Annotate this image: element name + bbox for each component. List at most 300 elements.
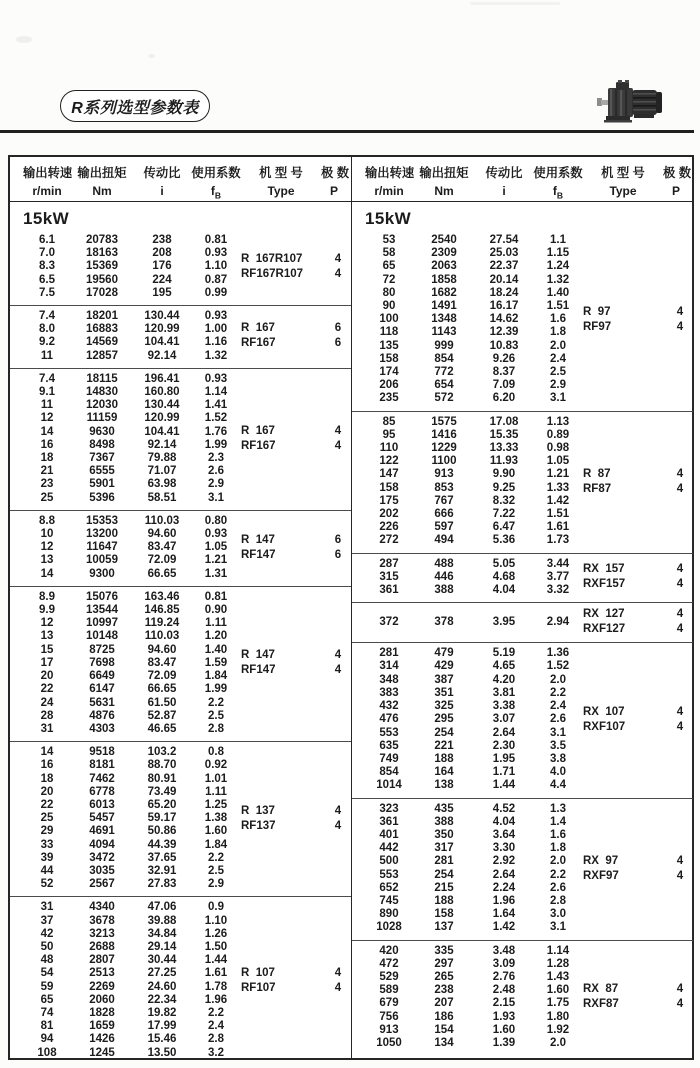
cell-ratio: 61.50 (147, 696, 177, 709)
table-row (10, 287, 241, 300)
cell-speed: 53 (382, 234, 396, 246)
poles-value: 4 (334, 439, 342, 452)
cell-speed: 14 (40, 425, 54, 438)
poles-value: 4 (676, 720, 684, 733)
header-unit: Nm (92, 184, 112, 198)
table-row (352, 829, 583, 842)
cell-torque: 3213 (89, 927, 115, 940)
cell-speed: 81 (40, 1020, 54, 1033)
cell-ratio: 5.36 (492, 534, 516, 547)
cell-service-factor: 2.0 (550, 1036, 566, 1049)
table-row (352, 366, 583, 379)
cell-torque: 221 (434, 739, 454, 752)
cell-ratio: 9.25 (492, 481, 516, 494)
type-name: R 147 (241, 649, 275, 662)
table-row (10, 1007, 241, 1020)
cell-speed: 174 (379, 366, 399, 379)
cell-torque: 6778 (89, 785, 115, 798)
type-name: R 107 (241, 966, 275, 979)
cell-speed: 13 (40, 554, 54, 567)
poles-cell (325, 321, 351, 351)
cell-torque: 188 (434, 894, 454, 907)
table-row (10, 412, 241, 425)
cell-speed: 158 (379, 352, 399, 365)
cell-torque: 281 (434, 855, 454, 868)
table-row (10, 515, 241, 528)
table-row (10, 644, 241, 657)
cell-speed: 1050 (376, 1036, 402, 1049)
table-row (10, 260, 241, 273)
poles-cell (667, 305, 693, 335)
cell-speed: 17 (40, 656, 54, 669)
cell-service-factor: 0.9 (208, 901, 224, 914)
cell-ratio: 27.83 (147, 878, 177, 891)
type-cell (241, 804, 325, 834)
cell-torque: 16883 (86, 323, 118, 336)
cell-service-factor: 1.11 (205, 785, 227, 798)
table-row (10, 399, 241, 412)
cell-speed: 314 (379, 660, 399, 673)
poles-cell (325, 648, 351, 678)
cell-ratio: 71.07 (147, 465, 177, 478)
cell-torque: 5396 (89, 491, 115, 504)
type-name: R 167 (241, 322, 275, 335)
cell-speed: 679 (379, 997, 399, 1010)
cell-service-factor: 2.0 (550, 339, 566, 352)
cell-service-factor: 1.96 (204, 993, 228, 1006)
cell-speed: 589 (379, 984, 399, 997)
cell-service-factor: 1.75 (546, 997, 570, 1010)
cell-torque: 1245 (89, 1046, 115, 1058)
cell-torque: 10059 (86, 554, 118, 567)
table-row (352, 274, 583, 287)
cell-ratio: 1.95 (492, 752, 516, 765)
header-unit: i (160, 184, 164, 198)
table-half-right (351, 157, 693, 1058)
table-row (10, 852, 241, 865)
cell-ratio: 130.44 (144, 399, 180, 412)
cell-service-factor: 2.5 (208, 709, 224, 722)
table-row (10, 928, 241, 941)
cell-ratio: 83.47 (147, 541, 177, 554)
data-rows (10, 591, 241, 736)
type-name: R 167R107 (241, 253, 303, 265)
table-row (352, 534, 583, 547)
cell-ratio: 58.51 (147, 491, 177, 504)
table-row (352, 908, 583, 921)
cell-torque: 158 (434, 908, 454, 921)
type-name: RF147 (241, 548, 276, 561)
cell-torque: 12030 (86, 399, 118, 412)
cell-service-factor: 1.14 (546, 944, 570, 957)
header-unit: $f_B$ (552, 184, 564, 201)
cell-service-factor: 2.4 (208, 1020, 224, 1033)
cell-ratio: 2.48 (492, 984, 516, 997)
cell-service-factor: 1.44 (204, 954, 228, 967)
cell-torque: 2540 (431, 234, 457, 246)
header-label: 机 型 号 (601, 166, 645, 180)
cell-speed: 15 (40, 643, 54, 656)
cell-speed: 74 (40, 1006, 54, 1019)
cell-speed: 23 (40, 478, 54, 491)
cell-torque: 1229 (431, 442, 457, 455)
poles-value: 4 (676, 705, 684, 718)
table-row (352, 766, 583, 779)
cell-ratio: 72.09 (147, 554, 177, 567)
poles-value: 4 (676, 578, 684, 591)
cell-ratio: 29.14 (147, 940, 177, 953)
table-row (10, 915, 241, 928)
table-row (352, 379, 583, 392)
cell-speed: 226 (379, 521, 399, 534)
cell-torque: 1426 (89, 1033, 115, 1046)
cell-torque: 18163 (86, 247, 118, 260)
cell-torque: 435 (434, 802, 454, 815)
data-rows (352, 416, 583, 548)
data-rows (10, 901, 241, 1058)
poles-value: 6 (334, 322, 342, 335)
cell-torque: 1659 (89, 1020, 115, 1033)
cell-ratio: 163.46 (144, 590, 180, 603)
cell-service-factor: 1.51 (546, 300, 570, 313)
cell-service-factor: 3.1 (208, 491, 224, 504)
cell-service-factor: 2.2 (550, 868, 566, 881)
cell-speed: 7.4 (39, 372, 55, 385)
cell-torque: 335 (434, 944, 454, 957)
cell-torque: 215 (434, 881, 454, 894)
poles-cell (667, 607, 693, 637)
table-row (352, 429, 583, 442)
cell-ratio: 4.20 (492, 673, 516, 686)
cell-torque: 295 (434, 713, 454, 726)
type-cell (583, 305, 667, 335)
cell-ratio: 2.15 (492, 997, 516, 1010)
rating-block (352, 798, 693, 940)
type-name: RX 107 (583, 705, 625, 718)
poles-value: 6 (334, 548, 342, 561)
cell-service-factor: 1.99 (204, 438, 228, 451)
cell-service-factor: 1.50 (204, 940, 228, 953)
table-row (352, 260, 583, 273)
cell-ratio: 10.83 (489, 339, 519, 352)
table-row (10, 994, 241, 1007)
cell-ratio: 72.09 (147, 670, 177, 683)
cell-speed: 12 (40, 617, 54, 630)
cell-speed: 52 (40, 878, 54, 891)
cell-service-factor: 1.92 (546, 1023, 570, 1036)
cell-torque: 317 (434, 842, 454, 855)
cell-ratio: 65.20 (147, 798, 177, 811)
cell-service-factor: 2.2 (550, 686, 566, 699)
table-row (352, 984, 583, 997)
cell-torque: 1575 (431, 415, 457, 428)
cell-service-factor: 3.77 (546, 570, 570, 583)
cell-ratio: 1.93 (492, 1010, 516, 1023)
cell-ratio: 3.95 (492, 615, 516, 628)
table-row (10, 310, 241, 323)
cell-ratio: 44.39 (147, 838, 177, 851)
cell-speed: 100 (379, 313, 399, 326)
header-label: 使用系数 (533, 166, 583, 180)
header-unit: i (502, 184, 506, 198)
cell-ratio: 3.48 (492, 944, 516, 957)
cell-torque: 854 (434, 352, 454, 365)
cell-torque: 2309 (431, 247, 457, 260)
cell-speed: 44 (40, 864, 54, 877)
cell-torque: 6649 (89, 670, 115, 683)
rating-block (352, 553, 693, 603)
table-row (352, 1024, 583, 1037)
cell-torque: 2807 (89, 954, 115, 967)
table-row (10, 941, 241, 954)
cell-speed: 14 (40, 746, 54, 759)
data-rows (352, 803, 583, 935)
cell-service-factor: 0.80 (204, 514, 228, 527)
cell-torque: 429 (434, 660, 454, 673)
poles-value: 4 (676, 869, 684, 882)
cell-ratio: 120.99 (144, 323, 180, 336)
table-row (10, 878, 241, 891)
cell-torque: 4303 (89, 722, 115, 735)
cell-speed: 361 (379, 584, 399, 597)
type-name: R 167 (241, 424, 275, 437)
cell-service-factor: 1.28 (546, 957, 570, 970)
cell-torque: 20783 (86, 234, 118, 246)
cell-ratio: 4.04 (492, 815, 516, 828)
table-row (10, 234, 241, 247)
data-rows (10, 515, 241, 581)
cell-service-factor: 1.10 (204, 914, 228, 927)
cell-speed: 37 (40, 914, 54, 927)
cell-ratio: 12.39 (489, 326, 519, 339)
cell-speed: 31 (40, 901, 54, 914)
header-label: 传动比 (143, 166, 181, 180)
table-row (352, 971, 583, 984)
cell-torque: 15076 (86, 590, 118, 603)
cell-service-factor: 3.1 (550, 726, 566, 739)
header-unit: r/min (32, 184, 62, 198)
table-row (10, 812, 241, 825)
cell-service-factor: 1.10 (204, 260, 228, 273)
cell-service-factor: 2.2 (208, 851, 224, 864)
cell-service-factor: 3.44 (546, 557, 570, 570)
type-name: R 97 (583, 305, 611, 318)
table-row (352, 455, 583, 468)
table-row (352, 1037, 583, 1050)
cell-torque: 2063 (431, 260, 457, 273)
poles-value: 4 (334, 819, 342, 832)
cell-service-factor: 1.51 (546, 508, 570, 521)
table-row (352, 753, 583, 766)
cell-ratio: 39.88 (147, 914, 177, 927)
table-row (352, 287, 583, 300)
cell-ratio: 63.98 (147, 478, 177, 491)
cell-service-factor: 2.5 (550, 366, 566, 379)
cell-speed: 22 (40, 798, 54, 811)
poles-value: 4 (334, 664, 342, 677)
cell-service-factor: 0.81 (204, 234, 228, 246)
cell-speed: 7.0 (39, 247, 55, 260)
data-rows (352, 647, 583, 792)
cell-ratio: 83.47 (147, 656, 177, 669)
poles-value: 4 (676, 467, 684, 480)
poles-cell (325, 252, 351, 282)
table-row (352, 482, 583, 495)
poles-value: 4 (676, 320, 684, 333)
table-row (10, 426, 241, 439)
header-labels-row (352, 163, 693, 181)
cell-ratio: 7.09 (492, 379, 516, 392)
table-row (10, 773, 241, 786)
rating-block (352, 940, 693, 1056)
cell-torque: 5631 (89, 696, 115, 709)
cell-service-factor: 0.8 (208, 746, 224, 759)
poles-value: 4 (676, 983, 684, 996)
cell-service-factor: 0.87 (204, 273, 228, 286)
cell-torque: 7367 (89, 452, 115, 465)
cell-service-factor: 1.3 (550, 802, 566, 815)
rating-block (352, 602, 693, 642)
cell-service-factor: 0.93 (204, 372, 228, 385)
cell-torque: 2688 (89, 940, 115, 953)
table-row (10, 746, 241, 759)
cell-torque: 1100 (431, 455, 457, 468)
header-unit: r/min (374, 184, 404, 198)
cell-torque: 4340 (89, 901, 115, 914)
table-row (10, 710, 241, 723)
cell-speed: 6.1 (39, 234, 55, 246)
cell-speed: 33 (40, 838, 54, 851)
cell-torque: 10148 (86, 630, 118, 643)
poles-value: 4 (676, 998, 684, 1011)
cell-torque: 2567 (89, 878, 115, 891)
cell-service-factor: 1.73 (546, 534, 570, 547)
table-row (352, 326, 583, 339)
cell-torque: 1143 (431, 326, 457, 339)
cell-speed: 635 (379, 739, 399, 752)
header-unit: Type (267, 184, 295, 198)
cell-ratio: 15.35 (489, 428, 519, 441)
poles-value: 4 (334, 268, 342, 280)
cell-service-factor: 2.4 (550, 700, 566, 713)
cell-torque: 186 (434, 1010, 454, 1023)
cell-speed: 913 (379, 1023, 399, 1036)
cell-ratio: 110.03 (144, 514, 180, 527)
cell-service-factor: 1.60 (546, 984, 570, 997)
table-row (352, 700, 583, 713)
table-row (352, 442, 583, 455)
cell-service-factor: 1.00 (204, 323, 228, 336)
table-row (10, 492, 241, 505)
cell-ratio: 4.68 (492, 570, 516, 583)
cell-speed: 20 (40, 670, 54, 683)
table-row (10, 386, 241, 399)
cell-speed: 8.9 (39, 590, 55, 603)
cell-speed: 13 (40, 630, 54, 643)
cell-service-factor: 1.59 (204, 656, 228, 669)
cell-speed: 158 (379, 481, 399, 494)
cell-ratio: 6.47 (492, 521, 516, 534)
cell-torque: 654 (434, 379, 454, 392)
rating-block (10, 510, 351, 586)
cell-speed: 18 (40, 772, 54, 785)
cell-ratio: 3.81 (492, 686, 516, 699)
cell-ratio: 120.99 (144, 412, 180, 425)
cell-service-factor: 1.15 (546, 247, 570, 260)
table-row (10, 554, 241, 567)
cell-ratio: 34.84 (147, 927, 177, 940)
poles-value: 4 (676, 563, 684, 576)
header-label: 输出转速 (365, 166, 415, 180)
type-name: R 87 (583, 467, 611, 480)
table-row (10, 865, 241, 878)
cell-torque: 238 (434, 984, 454, 997)
poles-cell (325, 804, 351, 834)
cell-torque: 188 (434, 752, 454, 765)
type-name: RF107 (241, 981, 276, 994)
cell-ratio: 195 (152, 286, 172, 299)
rating-block (10, 368, 351, 510)
table-row (352, 584, 583, 597)
cell-ratio: 14.62 (489, 313, 519, 326)
cell-ratio: 4.52 (492, 802, 516, 815)
rating-block (10, 896, 351, 1058)
cell-service-factor: 3.32 (546, 584, 570, 597)
cell-ratio: 59.17 (147, 812, 177, 825)
cell-service-factor: 1.33 (546, 481, 570, 494)
cell-service-factor: 1.80 (546, 1010, 570, 1023)
cell-speed: 401 (379, 828, 399, 841)
cell-service-factor: 1.40 (546, 286, 570, 299)
table-row (352, 495, 583, 508)
data-rows (352, 558, 583, 598)
title-divider-rule (0, 130, 694, 133)
cell-torque: 1348 (431, 313, 457, 326)
cell-speed: 9.2 (39, 336, 55, 349)
data-rows (352, 234, 583, 406)
poles-cell (667, 982, 693, 1012)
cell-service-factor: 2.94 (546, 615, 570, 628)
cell-speed: 122 (379, 455, 399, 468)
cell-service-factor: 1.78 (204, 980, 228, 993)
cell-torque: 351 (434, 686, 454, 699)
cell-ratio: 22.37 (489, 260, 519, 273)
table-row (10, 274, 241, 287)
cell-torque: 15369 (86, 260, 118, 273)
poles-value: 4 (334, 253, 342, 265)
table-row (352, 340, 583, 353)
cell-speed: 85 (382, 415, 396, 428)
table-row (352, 416, 583, 429)
cell-torque: 479 (434, 647, 454, 660)
header-label: 传动比 (485, 166, 523, 180)
rating-block (10, 305, 351, 368)
cell-ratio: 13.33 (489, 442, 519, 455)
data-rows (352, 945, 583, 1051)
cell-service-factor: 1.31 (204, 567, 228, 580)
cell-speed: 21 (40, 465, 54, 478)
table-row (10, 541, 241, 554)
cell-torque: 138 (434, 779, 454, 792)
poles-value: 4 (334, 424, 342, 437)
cell-torque: 207 (434, 997, 454, 1010)
cell-torque: 999 (434, 339, 454, 352)
cell-ratio: 3.07 (492, 713, 516, 726)
scan-artifact (470, 2, 560, 5)
table-row (352, 997, 583, 1010)
cell-ratio: 27.25 (147, 967, 177, 980)
poles-value: 4 (334, 966, 342, 979)
